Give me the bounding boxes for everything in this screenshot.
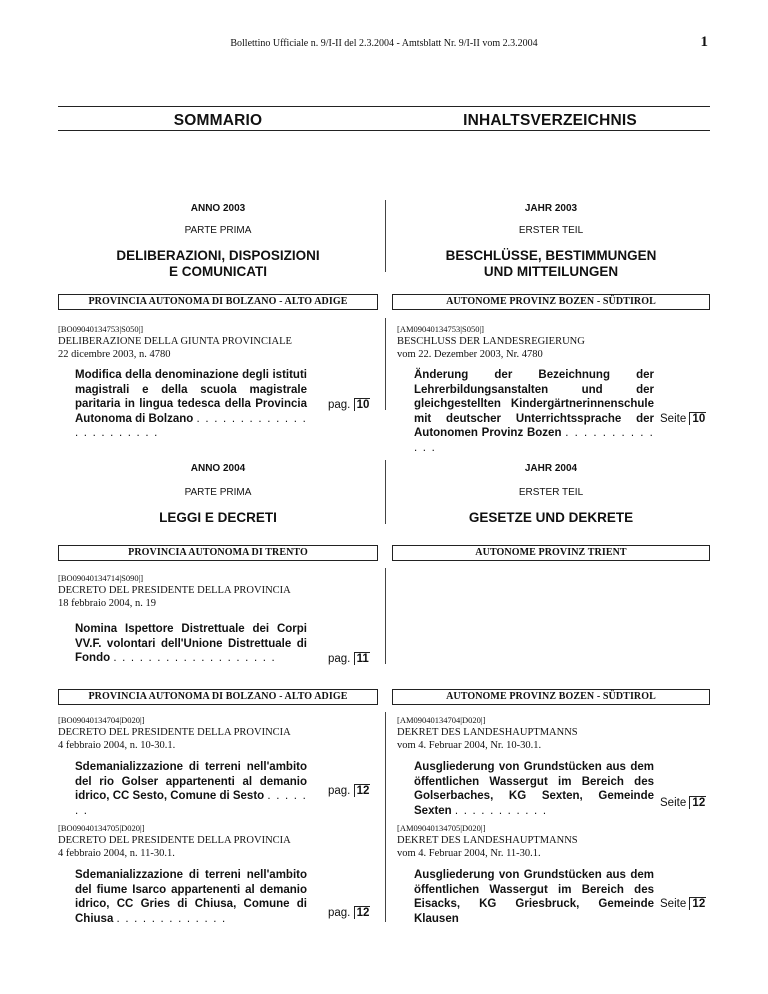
entry-doc-type: DECRETO DEL PRESIDENTE DELLA PROVINCIA: [58, 727, 291, 738]
page-ref-number: 12: [354, 784, 371, 797]
page-ref: [328, 906, 370, 919]
entry-title-text: Sdemanializzazione di terreni nell'ambito del fiume Isarco appartenenti al demanio idrico, CC Gries di Chiusa, Comune di Chiusa: [75, 869, 307, 925]
section-title-de-line1: BESCHLÜSSE, BESTIMMUNGEN: [445, 248, 657, 263]
title-top-rule: [58, 106, 710, 107]
entry-title: Änderung der Bezeichnung der Lehrerbildungsanstalten und der gleichgestellten Kindergärtnerinnenschule mit deutscher Unterrichtssprache der Autonomen Provinz Bozen . . . . . . . . . . . . .: [414, 369, 654, 454]
entry-code: [BO09040134714|S090|]: [58, 573, 144, 583]
entry-code: [BO09040134704|D020|]: [58, 715, 145, 725]
entry-code: [AM09040134705|D020|]: [397, 823, 486, 833]
entry-code: [AM09040134753|S050|]: [397, 324, 484, 334]
page-ref: [660, 897, 706, 910]
entry-title: Ausgliederung von Grundstücken aus dem öffentlichen Wassergut im Bereich des Eisacks, KG Griesbruck, Gemeinde Klausen: [414, 869, 654, 925]
column-divider: [385, 568, 386, 664]
entry-date: 18 febbraio 2004, n. 19: [58, 598, 156, 609]
entry-date: vom 22. Dezember 2003, Nr. 4780: [397, 349, 543, 360]
page-ref-number: 10: [354, 398, 371, 411]
year-heading-de: JAHR 2004: [524, 463, 578, 474]
section-title-it-line2: E COMUNICATI: [169, 264, 267, 279]
page-ref: [328, 398, 370, 411]
entry-title-text: Änderung der Bezeichnung der Lehrerbildungsanstalten und der gleichgestellten Kindergärtnerinnenschule mit deutscher Unterrichtssprache der Autonomen Provinz Bozen: [414, 369, 654, 439]
entry-code: [BO09040134753|S050|]: [58, 324, 144, 334]
entry-date: vom 4. Februar 2004, Nr. 10-30.1.: [397, 740, 542, 751]
section-title-it: LEGGI E DECRETI: [159, 510, 277, 525]
year-heading-it: ANNO 2004: [190, 463, 246, 474]
page-ref: [660, 412, 706, 425]
entry-title: Modifica della denominazione degli istituti magistrali e della scuola magistrale paritaria in lingua tedesca della Provincia Autonoma di Bolzano . . . . . . . . . . . . . . . . . . . . . . .: [75, 369, 307, 439]
entry-code: [BO09040134705|D020|]: [58, 823, 145, 833]
column-divider: [385, 712, 386, 922]
province-box-de: AUTONOME PROVINZ TRIENT: [392, 545, 710, 561]
page-ref-number: 12: [354, 906, 371, 919]
running-header: Bollettino Ufficiale n. 9/I-II del 2.3.2004 - Amtsblatt Nr. 9/I-II vom 2.3.2004: [230, 38, 538, 49]
page-ref-label: Seite: [660, 797, 687, 809]
province-box-de: AUTONOME PROVINZ BOZEN - SÜDTIROL: [392, 294, 710, 310]
province-box-de: AUTONOME PROVINZ BOZEN - SÜDTIROL: [392, 689, 710, 705]
entry-code: [AM09040134704|D020|]: [397, 715, 486, 725]
entry-date: 4 febbraio 2004, n. 11-30.1.: [58, 848, 175, 859]
entry-doc-type: DELIBERAZIONE DELLA GIUNTA PROVINCIALE: [58, 336, 292, 347]
province-box-it: PROVINCIA AUTONOMA DI BOLZANO - ALTO ADIGE: [58, 689, 378, 705]
page-ref: [328, 652, 370, 665]
section-title-it-line1: DELIBERAZIONI, DISPOSIZIONI: [116, 248, 320, 263]
entry-date: vom 4. Februar 2004, Nr. 11-30.1.: [397, 848, 541, 859]
entry-title: Ausgliederung von Grundstücken aus dem öffentlichen Wassergut im Bereich des Golserbaches, KG Sexten, Gemeinde Sexten . . . . . . . . . . .: [414, 761, 654, 817]
part-heading-it: PARTE PRIMA: [184, 487, 252, 498]
title-sommario: SOMMARIO: [173, 112, 263, 129]
section-title-it: [58, 248, 378, 280]
entry-title: Sdemanializzazione di terreni nell'ambito del fiume Isarco appartenenti al demanio idrico, CC Gries di Chiusa, Comune di Chiusa . . . . . . . . . . . . .: [75, 869, 307, 925]
entry-title: Sdemanializzazione di terreni nell'ambito del rio Golser appartenenti al demanio idrico, CC Sesto, Comune di Sesto . . . . . . .: [75, 761, 307, 817]
column-divider: [385, 318, 386, 410]
page-ref: [660, 796, 706, 809]
entry-doc-type: DEKRET DES LANDESHAUPTMANNS: [397, 835, 578, 846]
section-title-de: GESETZE UND DEKRETE: [468, 510, 634, 525]
part-heading-de: ERSTER TEIL: [518, 487, 584, 498]
entry-doc-type: BESCHLUSS DER LANDESREGIERUNG: [397, 336, 585, 347]
section-title-de: [392, 248, 710, 280]
entry-title-text: Sdemanializzazione di terreni nell'ambito del rio Golser appartenenti al demanio idrico, CC Sesto, Comune di Sesto: [75, 761, 307, 802]
year-heading-de: JAHR 2003: [524, 203, 578, 214]
entry-doc-type: DECRETO DEL PRESIDENTE DELLA PROVINCIA: [58, 585, 291, 596]
page-number: 1: [700, 34, 708, 50]
entry-title-text: Ausgliederung von Grundstücken aus dem öffentlichen Wassergut im Bereich des Golserbaches, KG Sexten, Gemeinde Sexten: [414, 761, 654, 817]
part-heading-de: ERSTER TEIL: [518, 225, 584, 236]
column-divider: [385, 460, 386, 524]
entry-doc-type: DECRETO DEL PRESIDENTE DELLA PROVINCIA: [58, 835, 291, 846]
page-ref-label: pag.: [328, 785, 351, 797]
page-ref-number: 12: [689, 897, 706, 910]
section-title-de-line2: UND MITTEILUNGEN: [483, 264, 619, 279]
province-box-it: PROVINCIA AUTONOMA DI BOLZANO - ALTO ADIGE: [58, 294, 378, 310]
part-heading-it: PARTE PRIMA: [184, 225, 252, 236]
entry-title-text: Nomina Ispettore Distrettuale dei Corpi VV.F. volontari dell'Unione Distrettuale di Fondo: [75, 623, 307, 664]
page-ref: [328, 784, 370, 797]
column-divider: [385, 200, 386, 272]
page-ref-label: Seite: [660, 413, 687, 425]
province-box-it: PROVINCIA AUTONOMA DI TRENTO: [58, 545, 378, 561]
page-ref-number: 11: [354, 652, 370, 665]
page-ref-label: pag.: [328, 907, 351, 919]
page-ref-number: 10: [689, 412, 706, 425]
entry-date: 4 febbraio 2004, n. 10-30.1.: [58, 740, 176, 751]
page-ref-label: pag.: [328, 399, 351, 411]
entry-date: 22 dicembre 2003, n. 4780: [58, 349, 171, 360]
title-bottom-rule: [58, 130, 710, 131]
page-ref-label: Seite: [660, 898, 687, 910]
entry-doc-type: DEKRET DES LANDESHAUPTMANNS: [397, 727, 578, 738]
entry-title: Nomina Ispettore Distrettuale dei Corpi VV.F. volontari dell'Unione Distrettuale di Fondo . . . . . . . . . . . . . . . . . . .: [75, 623, 307, 664]
entry-title-text: Modifica della denominazione degli istituti magistrali e della scuola magistrale paritaria in lingua tedesca della Provincia Autonoma di Bolzano: [75, 369, 307, 425]
title-inhaltsverzeichnis: INHALTSVERZEICHNIS: [463, 112, 637, 129]
page-ref-number: 12: [689, 796, 706, 809]
page-ref-label: pag.: [328, 653, 351, 665]
year-heading-it: ANNO 2003: [190, 203, 246, 214]
